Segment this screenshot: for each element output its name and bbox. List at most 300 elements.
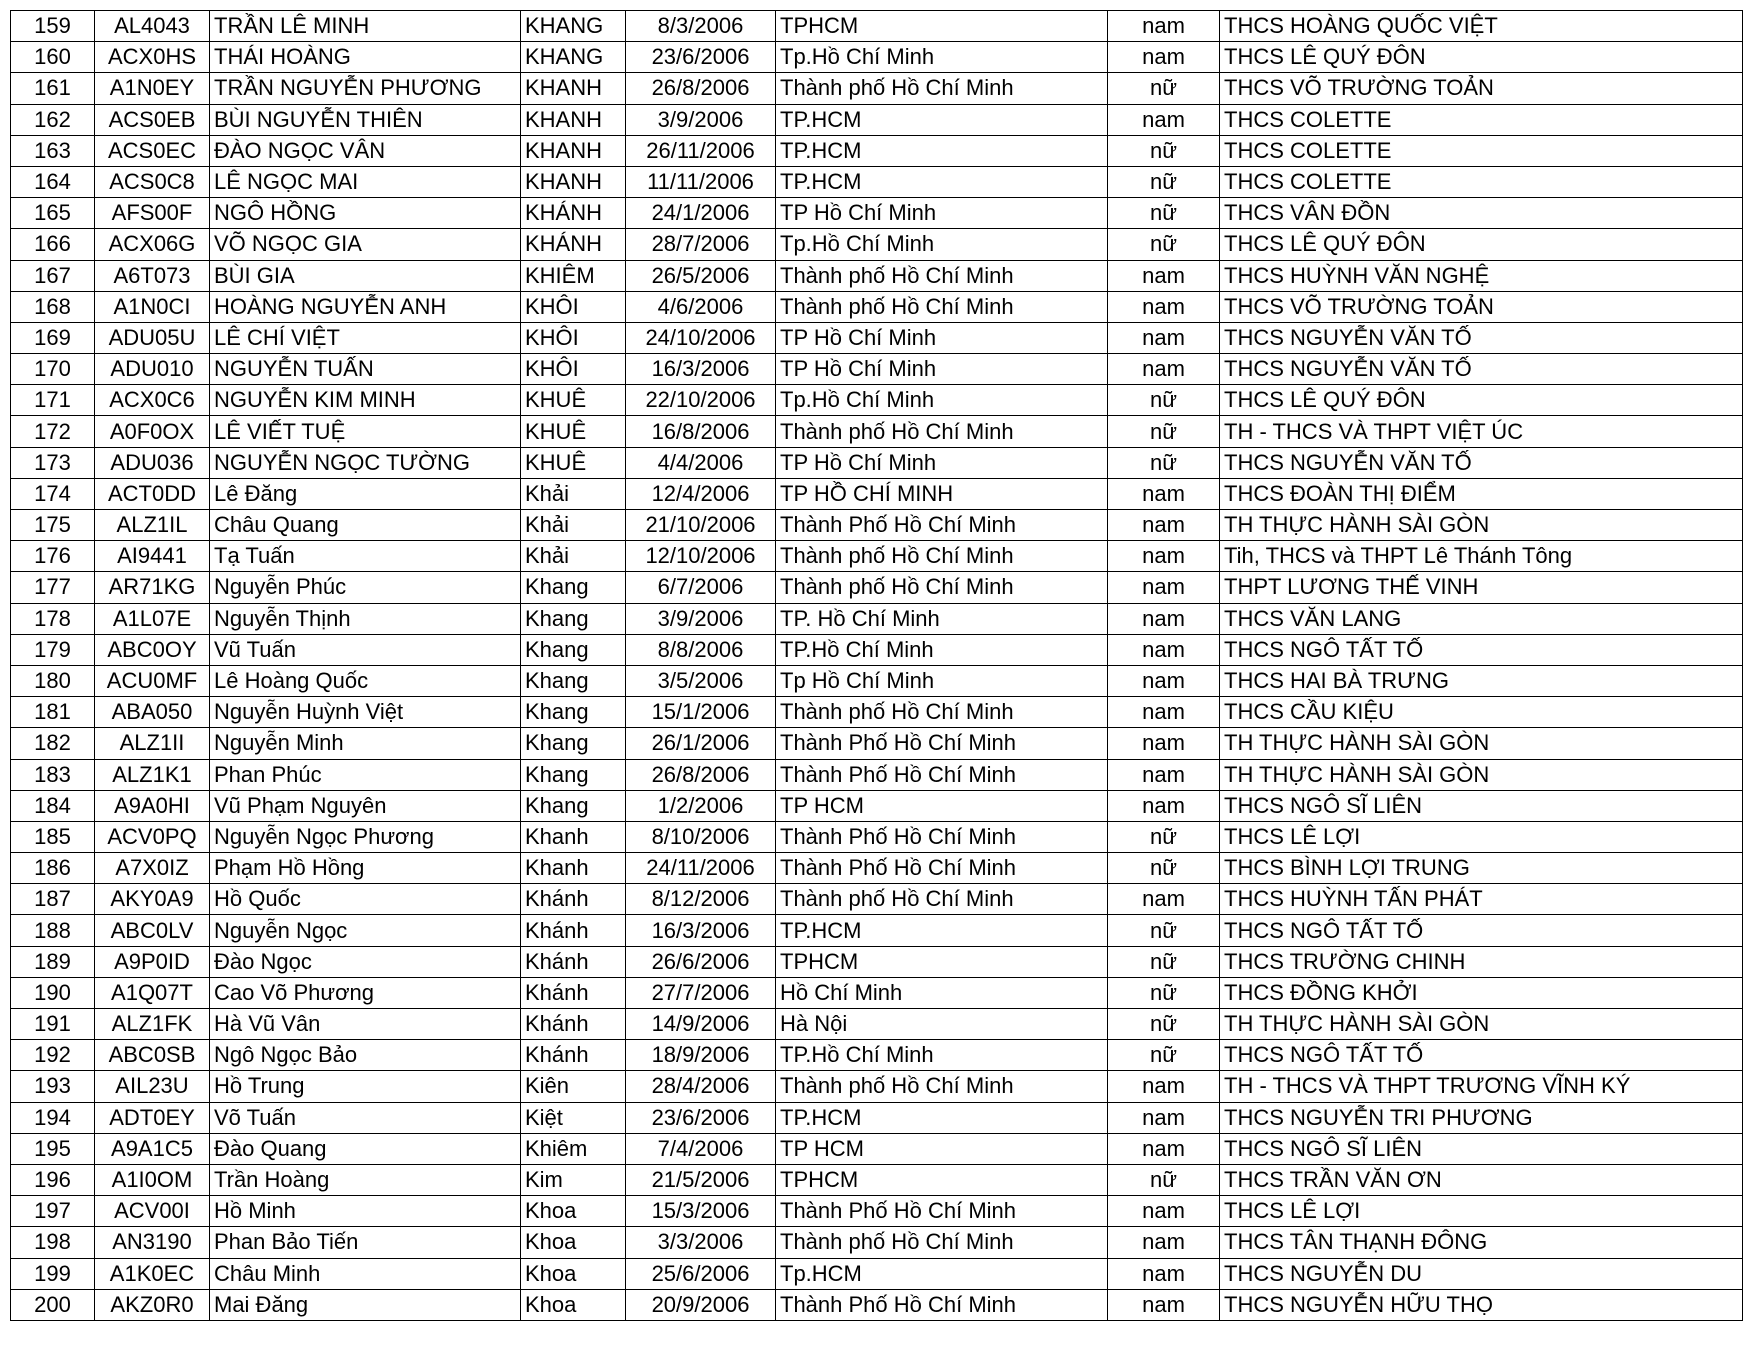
table-row xyxy=(11,1102,1743,1133)
cell-gender: nữ xyxy=(1108,1040,1220,1071)
cell-gender: nữ xyxy=(1108,447,1220,478)
cell-stt: 173 xyxy=(11,447,95,478)
cell-gender: nữ xyxy=(1108,198,1220,229)
cell-gender: nam xyxy=(1108,1071,1220,1102)
cell-student-code: ACX0HS xyxy=(95,42,210,73)
cell-birth-date: 7/4/2006 xyxy=(626,1133,776,1164)
cell-birth-date: 4/4/2006 xyxy=(626,447,776,478)
cell-gender: nữ xyxy=(1108,1164,1220,1195)
cell-birth-date: 26/11/2006 xyxy=(626,135,776,166)
cell-birth-place: Tp Hồ Chí Minh xyxy=(776,665,1108,696)
cell-gender: nữ xyxy=(1108,229,1220,260)
cell-last-name: Trần Hoàng xyxy=(210,1164,521,1195)
cell-birth-date: 28/7/2006 xyxy=(626,229,776,260)
cell-gender: nam xyxy=(1108,759,1220,790)
cell-stt: 162 xyxy=(11,104,95,135)
cell-birth-date: 16/8/2006 xyxy=(626,416,776,447)
table-row xyxy=(11,229,1743,260)
table-row xyxy=(11,1227,1743,1258)
table-body xyxy=(11,11,1743,1321)
table-row xyxy=(11,385,1743,416)
cell-birth-place: Thành Phố Hồ Chí Minh xyxy=(776,1289,1108,1320)
cell-first-name: KHANG xyxy=(521,42,626,73)
cell-gender: nữ xyxy=(1108,73,1220,104)
cell-student-code: ACU0MF xyxy=(95,665,210,696)
cell-first-name: Khanh xyxy=(521,821,626,852)
cell-stt: 183 xyxy=(11,759,95,790)
cell-stt: 199 xyxy=(11,1258,95,1289)
cell-stt: 197 xyxy=(11,1196,95,1227)
cell-last-name: BÙI GIA xyxy=(210,260,521,291)
cell-stt: 192 xyxy=(11,1040,95,1071)
cell-student-code: A1N0EY xyxy=(95,73,210,104)
cell-student-code: A0F0OX xyxy=(95,416,210,447)
cell-first-name: Khoa xyxy=(521,1196,626,1227)
cell-stt: 182 xyxy=(11,728,95,759)
cell-birth-place: TP.HCM xyxy=(776,104,1108,135)
table-row xyxy=(11,759,1743,790)
cell-last-name: LÊ VIẾT TUỆ xyxy=(210,416,521,447)
cell-first-name: Kiên xyxy=(521,1071,626,1102)
cell-student-code: A7X0IZ xyxy=(95,853,210,884)
cell-last-name: TRẦN LÊ MINH xyxy=(210,11,521,42)
cell-birth-place: TPHCM xyxy=(776,946,1108,977)
cell-birth-place: Hồ Chí Minh xyxy=(776,977,1108,1008)
cell-school: TH - THCS VÀ THPT TRƯƠNG VĨNH KÝ xyxy=(1220,1071,1743,1102)
cell-school: THCS COLETTE xyxy=(1220,166,1743,197)
cell-last-name: Châu Quang xyxy=(210,510,521,541)
table-row xyxy=(11,1040,1743,1071)
cell-birth-place: TP HCM xyxy=(776,1133,1108,1164)
table-row xyxy=(11,291,1743,322)
cell-student-code: ALZ1FK xyxy=(95,1009,210,1040)
cell-stt: 194 xyxy=(11,1102,95,1133)
cell-birth-date: 26/6/2006 xyxy=(626,946,776,977)
cell-student-code: ABC0OY xyxy=(95,634,210,665)
cell-stt: 161 xyxy=(11,73,95,104)
cell-birth-date: 8/8/2006 xyxy=(626,634,776,665)
cell-last-name: Nguyễn Ngọc xyxy=(210,915,521,946)
table-row xyxy=(11,1164,1743,1195)
cell-school: THCS HUỲNH TẤN PHÁT xyxy=(1220,884,1743,915)
cell-student-code: A1L07E xyxy=(95,603,210,634)
cell-school: THCS LÊ LỢI xyxy=(1220,821,1743,852)
cell-last-name: Hồ Trung xyxy=(210,1071,521,1102)
cell-birth-date: 23/6/2006 xyxy=(626,42,776,73)
table-row xyxy=(11,821,1743,852)
cell-first-name: KHUÊ xyxy=(521,385,626,416)
cell-student-code: ACS0EB xyxy=(95,104,210,135)
cell-first-name: Khải xyxy=(521,478,626,509)
cell-birth-place: Thành Phố Hồ Chí Minh xyxy=(776,759,1108,790)
cell-student-code: AL4043 xyxy=(95,11,210,42)
cell-birth-place: Tp.Hồ Chí Minh xyxy=(776,385,1108,416)
cell-birth-date: 15/3/2006 xyxy=(626,1196,776,1227)
cell-student-code: ALZ1IL xyxy=(95,510,210,541)
cell-school: THCS COLETTE xyxy=(1220,104,1743,135)
cell-student-code: ACX0C6 xyxy=(95,385,210,416)
cell-school: THCS ĐOÀN THỊ ĐIỂM xyxy=(1220,478,1743,509)
cell-birth-place: TP. Hồ Chí Minh xyxy=(776,603,1108,634)
cell-stt: 160 xyxy=(11,42,95,73)
cell-birth-place: Thành phố Hồ Chí Minh xyxy=(776,260,1108,291)
cell-birth-place: Thành Phố Hồ Chí Minh xyxy=(776,853,1108,884)
cell-school: THCS HAI BÀ TRƯNG xyxy=(1220,665,1743,696)
cell-last-name: NGUYỄN KIM MINH xyxy=(210,385,521,416)
cell-first-name: KHUÊ xyxy=(521,447,626,478)
cell-student-code: A1K0EC xyxy=(95,1258,210,1289)
cell-stt: 178 xyxy=(11,603,95,634)
cell-first-name: KHUÊ xyxy=(521,416,626,447)
cell-first-name: Khoa xyxy=(521,1227,626,1258)
cell-school: TH THỰC HÀNH SÀI GÒN xyxy=(1220,1009,1743,1040)
cell-birth-date: 3/9/2006 xyxy=(626,104,776,135)
cell-birth-place: TPHCM xyxy=(776,11,1108,42)
cell-school: THCS VĂN LANG xyxy=(1220,603,1743,634)
cell-student-code: ACS0C8 xyxy=(95,166,210,197)
cell-school: THCS NGUYỄN DU xyxy=(1220,1258,1743,1289)
table-row xyxy=(11,166,1743,197)
table-row xyxy=(11,354,1743,385)
cell-last-name: Nguyễn Thịnh xyxy=(210,603,521,634)
cell-school: THCS HOÀNG QUỐC VIỆT xyxy=(1220,11,1743,42)
cell-birth-place: Thành phố Hồ Chí Minh xyxy=(776,291,1108,322)
cell-student-code: AKY0A9 xyxy=(95,884,210,915)
cell-school: TH THỰC HÀNH SÀI GÒN xyxy=(1220,759,1743,790)
cell-stt: 171 xyxy=(11,385,95,416)
cell-gender: nữ xyxy=(1108,915,1220,946)
cell-first-name: Khang xyxy=(521,759,626,790)
cell-first-name: Kiệt xyxy=(521,1102,626,1133)
table-row xyxy=(11,853,1743,884)
cell-birth-date: 3/5/2006 xyxy=(626,665,776,696)
cell-birth-date: 26/8/2006 xyxy=(626,759,776,790)
cell-last-name: Võ Tuấn xyxy=(210,1102,521,1133)
cell-school: THCS TRƯỜNG CHINH xyxy=(1220,946,1743,977)
cell-stt: 170 xyxy=(11,354,95,385)
cell-stt: 166 xyxy=(11,229,95,260)
table-row xyxy=(11,322,1743,353)
cell-birth-date: 27/7/2006 xyxy=(626,977,776,1008)
cell-last-name: Phan Bảo Tiến xyxy=(210,1227,521,1258)
cell-last-name: Lê Hoàng Quốc xyxy=(210,665,521,696)
cell-last-name: Vũ Tuấn xyxy=(210,634,521,665)
cell-first-name: KHANG xyxy=(521,11,626,42)
cell-school: THCS NGUYỄN HỮU THỌ xyxy=(1220,1289,1743,1320)
cell-student-code: AI9441 xyxy=(95,541,210,572)
table-row xyxy=(11,416,1743,447)
cell-school: THCS TÂN THẠNH ĐÔNG xyxy=(1220,1227,1743,1258)
cell-gender: nam xyxy=(1108,510,1220,541)
cell-stt: 181 xyxy=(11,697,95,728)
cell-gender: nữ xyxy=(1108,821,1220,852)
cell-birth-place: Tp.Hồ Chí Minh xyxy=(776,42,1108,73)
cell-gender: nam xyxy=(1108,42,1220,73)
cell-school: THCS NGÔ TẤT TỐ xyxy=(1220,1040,1743,1071)
cell-school: THCS NGÔ TẤT TỐ xyxy=(1220,634,1743,665)
cell-student-code: ACT0DD xyxy=(95,478,210,509)
cell-student-code: ADU010 xyxy=(95,354,210,385)
cell-first-name: Khải xyxy=(521,541,626,572)
cell-last-name: Nguyễn Ngọc Phương xyxy=(210,821,521,852)
cell-birth-date: 8/10/2006 xyxy=(626,821,776,852)
cell-school: THCS NGÔ TẤT TỐ xyxy=(1220,915,1743,946)
cell-stt: 164 xyxy=(11,166,95,197)
cell-birth-place: Thành Phố Hồ Chí Minh xyxy=(776,728,1108,759)
cell-birth-place: TP HỒ CHÍ MINH xyxy=(776,478,1108,509)
cell-student-code: ACV0PQ xyxy=(95,821,210,852)
table-row xyxy=(11,510,1743,541)
cell-birth-place: TP Hồ Chí Minh xyxy=(776,198,1108,229)
cell-school: THCS NGÔ SĨ LIÊN xyxy=(1220,1133,1743,1164)
cell-stt: 169 xyxy=(11,322,95,353)
cell-last-name: NGUYỄN NGỌC TƯỜNG xyxy=(210,447,521,478)
cell-birth-date: 3/9/2006 xyxy=(626,603,776,634)
cell-gender: nam xyxy=(1108,541,1220,572)
cell-gender: nữ xyxy=(1108,946,1220,977)
cell-last-name: NGÔ HỒNG xyxy=(210,198,521,229)
cell-last-name: Nguyễn Minh xyxy=(210,728,521,759)
table-row xyxy=(11,728,1743,759)
cell-birth-date: 20/9/2006 xyxy=(626,1289,776,1320)
table-row xyxy=(11,915,1743,946)
cell-stt: 163 xyxy=(11,135,95,166)
cell-birth-date: 12/10/2006 xyxy=(626,541,776,572)
table-row xyxy=(11,603,1743,634)
cell-birth-date: 26/1/2006 xyxy=(626,728,776,759)
cell-school: THCS VÂN ĐỒN xyxy=(1220,198,1743,229)
cell-student-code: AKZ0R0 xyxy=(95,1289,210,1320)
cell-student-code: ABC0LV xyxy=(95,915,210,946)
table-row xyxy=(11,884,1743,915)
cell-last-name: Tạ Tuấn xyxy=(210,541,521,572)
table-row xyxy=(11,260,1743,291)
cell-birth-place: Thành Phố Hồ Chí Minh xyxy=(776,1196,1108,1227)
cell-student-code: A1I0OM xyxy=(95,1164,210,1195)
cell-last-name: Đào Ngọc xyxy=(210,946,521,977)
cell-gender: nam xyxy=(1108,603,1220,634)
cell-birth-place: TP.HCM xyxy=(776,1102,1108,1133)
cell-birth-date: 26/8/2006 xyxy=(626,73,776,104)
cell-stt: 191 xyxy=(11,1009,95,1040)
cell-gender: nam xyxy=(1108,478,1220,509)
cell-school: TH - THCS VÀ THPT VIỆT ÚC xyxy=(1220,416,1743,447)
cell-birth-place: Thành phố Hồ Chí Minh xyxy=(776,572,1108,603)
table-row xyxy=(11,946,1743,977)
cell-stt: 196 xyxy=(11,1164,95,1195)
cell-gender: nam xyxy=(1108,697,1220,728)
cell-gender: nữ xyxy=(1108,977,1220,1008)
table-row xyxy=(11,1289,1743,1320)
cell-student-code: ADU05U xyxy=(95,322,210,353)
cell-stt: 186 xyxy=(11,853,95,884)
cell-stt: 190 xyxy=(11,977,95,1008)
cell-first-name: KHANH xyxy=(521,166,626,197)
cell-first-name: Khang xyxy=(521,790,626,821)
cell-last-name: Lê Đăng xyxy=(210,478,521,509)
cell-last-name: ĐÀO NGỌC VÂN xyxy=(210,135,521,166)
cell-birth-place: Thành phố Hồ Chí Minh xyxy=(776,697,1108,728)
table-row xyxy=(11,73,1743,104)
cell-last-name: VÕ NGỌC GIA xyxy=(210,229,521,260)
cell-stt: 175 xyxy=(11,510,95,541)
cell-gender: nữ xyxy=(1108,1009,1220,1040)
cell-birth-place: Thành phố Hồ Chí Minh xyxy=(776,1227,1108,1258)
cell-stt: 176 xyxy=(11,541,95,572)
cell-birth-place: TP Hồ Chí Minh xyxy=(776,354,1108,385)
cell-first-name: Khánh xyxy=(521,977,626,1008)
cell-student-code: ADU036 xyxy=(95,447,210,478)
cell-school: THCS LÊ QUÝ ĐÔN xyxy=(1220,385,1743,416)
cell-birth-place: Thành phố Hồ Chí Minh xyxy=(776,1071,1108,1102)
cell-gender: nam xyxy=(1108,1133,1220,1164)
cell-school: THCS NGUYỄN VĂN TỐ xyxy=(1220,447,1743,478)
cell-first-name: Khánh xyxy=(521,1009,626,1040)
cell-birth-place: TP HCM xyxy=(776,790,1108,821)
cell-school: TH THỰC HÀNH SÀI GÒN xyxy=(1220,728,1743,759)
cell-last-name: Cao Võ Phương xyxy=(210,977,521,1008)
table-row xyxy=(11,1258,1743,1289)
cell-gender: nam xyxy=(1108,1289,1220,1320)
cell-first-name: Khánh xyxy=(521,1040,626,1071)
cell-last-name: Hồ Quốc xyxy=(210,884,521,915)
cell-last-name: LÊ NGỌC MAI xyxy=(210,166,521,197)
cell-last-name: THÁI HOÀNG xyxy=(210,42,521,73)
cell-birth-place: TP.HCM xyxy=(776,166,1108,197)
cell-school: THCS NGUYỄN TRI PHƯƠNG xyxy=(1220,1102,1743,1133)
cell-stt: 174 xyxy=(11,478,95,509)
cell-school: THCS LÊ QUÝ ĐÔN xyxy=(1220,42,1743,73)
cell-stt: 177 xyxy=(11,572,95,603)
cell-stt: 167 xyxy=(11,260,95,291)
cell-last-name: TRẦN NGUYỄN PHƯƠNG xyxy=(210,73,521,104)
cell-gender: nữ xyxy=(1108,416,1220,447)
table-row xyxy=(11,665,1743,696)
cell-first-name: KHANH xyxy=(521,135,626,166)
cell-student-code: A1Q07T xyxy=(95,977,210,1008)
cell-student-code: AN3190 xyxy=(95,1227,210,1258)
cell-student-code: ADT0EY xyxy=(95,1102,210,1133)
cell-stt: 193 xyxy=(11,1071,95,1102)
cell-last-name: NGUYỄN TUẤN xyxy=(210,354,521,385)
cell-first-name: Khánh xyxy=(521,884,626,915)
cell-last-name: Hà Vũ Vân xyxy=(210,1009,521,1040)
cell-birth-place: Hà Nội xyxy=(776,1009,1108,1040)
cell-birth-date: 26/5/2006 xyxy=(626,260,776,291)
table-row xyxy=(11,790,1743,821)
cell-stt: 189 xyxy=(11,946,95,977)
cell-gender: nữ xyxy=(1108,385,1220,416)
cell-gender: nam xyxy=(1108,884,1220,915)
cell-first-name: Khánh xyxy=(521,915,626,946)
cell-school: THCS TRẦN VĂN ƠN xyxy=(1220,1164,1743,1195)
cell-school: THCS LÊ QUÝ ĐÔN xyxy=(1220,229,1743,260)
cell-birth-date: 24/10/2006 xyxy=(626,322,776,353)
cell-birth-date: 22/10/2006 xyxy=(626,385,776,416)
cell-stt: 172 xyxy=(11,416,95,447)
cell-student-code: A1N0CI xyxy=(95,291,210,322)
cell-stt: 180 xyxy=(11,665,95,696)
table-row xyxy=(11,634,1743,665)
cell-student-code: A6T073 xyxy=(95,260,210,291)
cell-birth-date: 16/3/2006 xyxy=(626,915,776,946)
cell-first-name: Khải xyxy=(521,510,626,541)
cell-student-code: A9P0ID xyxy=(95,946,210,977)
cell-student-code: ABA050 xyxy=(95,697,210,728)
cell-last-name: HOÀNG NGUYỄN ANH xyxy=(210,291,521,322)
table-row xyxy=(11,42,1743,73)
cell-gender: nam xyxy=(1108,291,1220,322)
spreadsheet xyxy=(10,10,1742,1321)
cell-first-name: Khoa xyxy=(521,1289,626,1320)
cell-last-name: Phạm Hồ Hồng xyxy=(210,853,521,884)
cell-last-name: Vũ Phạm Nguyên xyxy=(210,790,521,821)
cell-first-name: KHANH xyxy=(521,73,626,104)
cell-birth-place: Thành phố Hồ Chí Minh xyxy=(776,73,1108,104)
cell-school: TH THỰC HÀNH SÀI GÒN xyxy=(1220,510,1743,541)
cell-birth-date: 4/6/2006 xyxy=(626,291,776,322)
cell-birth-date: 6/7/2006 xyxy=(626,572,776,603)
cell-gender: nam xyxy=(1108,1227,1220,1258)
cell-stt: 187 xyxy=(11,884,95,915)
cell-birth-place: Thành phố Hồ Chí Minh xyxy=(776,884,1108,915)
cell-birth-place: Thành phố Hồ Chí Minh xyxy=(776,541,1108,572)
cell-first-name: KHÁNH xyxy=(521,229,626,260)
cell-gender: nam xyxy=(1108,260,1220,291)
cell-last-name: Nguyễn Huỳnh Việt xyxy=(210,697,521,728)
table-row xyxy=(11,1133,1743,1164)
cell-student-code: A9A0HI xyxy=(95,790,210,821)
cell-birth-date: 11/11/2006 xyxy=(626,166,776,197)
cell-student-code: ACX06G xyxy=(95,229,210,260)
cell-school: THCS BÌNH LỢI TRUNG xyxy=(1220,853,1743,884)
cell-gender: nam xyxy=(1108,1258,1220,1289)
cell-school: THCS CẦU KIỆU xyxy=(1220,697,1743,728)
cell-birth-place: TP.HCM xyxy=(776,915,1108,946)
cell-stt: 200 xyxy=(11,1289,95,1320)
cell-student-code: AIL23U xyxy=(95,1071,210,1102)
cell-gender: nữ xyxy=(1108,166,1220,197)
cell-stt: 159 xyxy=(11,11,95,42)
cell-stt: 184 xyxy=(11,790,95,821)
cell-gender: nam xyxy=(1108,572,1220,603)
table-row xyxy=(11,1071,1743,1102)
cell-stt: 195 xyxy=(11,1133,95,1164)
cell-first-name: Khiêm xyxy=(521,1133,626,1164)
cell-last-name: Ngô Ngọc Bảo xyxy=(210,1040,521,1071)
cell-stt: 185 xyxy=(11,821,95,852)
cell-birth-date: 12/4/2006 xyxy=(626,478,776,509)
cell-gender: nam xyxy=(1108,354,1220,385)
cell-gender: nam xyxy=(1108,322,1220,353)
student-roster-table xyxy=(10,10,1743,1321)
cell-school: THCS COLETTE xyxy=(1220,135,1743,166)
cell-birth-place: TP.Hồ Chí Minh xyxy=(776,634,1108,665)
cell-first-name: Khanh xyxy=(521,853,626,884)
table-row xyxy=(11,135,1743,166)
table-row xyxy=(11,977,1743,1008)
cell-first-name: Khang xyxy=(521,665,626,696)
cell-first-name: KHANH xyxy=(521,104,626,135)
cell-school: THCS LÊ LỢI xyxy=(1220,1196,1743,1227)
cell-birth-date: 18/9/2006 xyxy=(626,1040,776,1071)
cell-last-name: Mai Đăng xyxy=(210,1289,521,1320)
cell-birth-place: Thành phố Hồ Chí Minh xyxy=(776,416,1108,447)
cell-gender: nam xyxy=(1108,11,1220,42)
cell-birth-date: 24/1/2006 xyxy=(626,198,776,229)
cell-birth-date: 23/6/2006 xyxy=(626,1102,776,1133)
cell-birth-date: 15/1/2006 xyxy=(626,697,776,728)
